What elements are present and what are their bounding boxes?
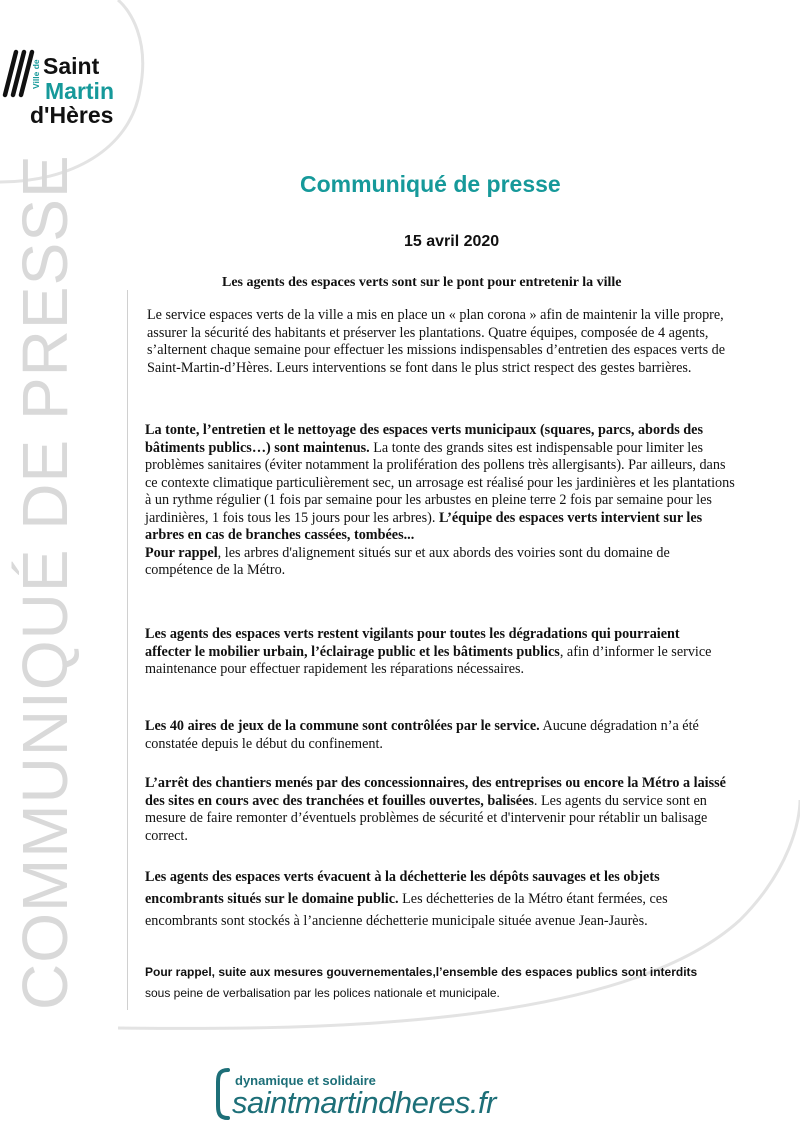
divider bbox=[127, 290, 128, 1010]
paragraph-text: . Les agents du service sont en mesure de faire remonter d’éventuels problèmes de sécurité et d'intervenir pour rétablir un balisage correct. bbox=[145, 792, 708, 844]
logo-line3: d'Hères bbox=[30, 102, 114, 128]
reminder-note bbox=[145, 962, 705, 1004]
paragraph-vigilance bbox=[145, 626, 725, 679]
logo-line2: Martin bbox=[45, 78, 114, 104]
logo-prefix: Ville de bbox=[31, 59, 41, 89]
footer-tagline: dynamique et solidaire bbox=[235, 1073, 376, 1088]
note-bold: Pour rappel, suite aux mesures gouvernementales,l’ensemble des espaces publics sont interdits bbox=[145, 965, 698, 979]
page-title: Communiqué de presse bbox=[300, 171, 561, 197]
note-text: sous peine de verbalisation par les polices nationale et municipale. bbox=[145, 986, 500, 1000]
paragraph-text: La tonte des grands sites est indispensable pour limiter les problèmes sanitaires (éviter notamment la prolifération des pollens très allergisants). Par ailleurs, dans ce contexte climatique particulièrement sec, un arrosage est réalisé pour les jardinières et les plantations à un rythme régulier (1 fois par semaine pour les arbustes en pleine terre 2 fois par semaine pour les jardinières, 1 fois tous les 15 jours pour les arbres). bbox=[145, 439, 735, 526]
paragraph-playgrounds bbox=[145, 718, 725, 753]
paragraph-bold: Les agents des espaces verts évacuent à la déchetterie les dépôts sauvages et les objets encombrants situés sur le domaine public. bbox=[145, 869, 660, 907]
logo-line1: Saint bbox=[43, 53, 100, 79]
subtitle: Les agents des espaces verts sont sur le pont pour entretenir la ville bbox=[222, 275, 622, 290]
release-date: 15 avril 2020 bbox=[404, 233, 500, 250]
paragraph-worksites bbox=[145, 775, 735, 845]
bracket-icon bbox=[215, 1068, 231, 1120]
paragraph-maintenance bbox=[145, 422, 735, 580]
paragraph-text: , les arbres d'alignement situés sur et aux abords des voiries sont du domaine de compétence de la Métro. bbox=[145, 544, 670, 578]
paragraph-text: Aucune dégradation n’a été constatée depuis le début du confinement. bbox=[145, 718, 699, 752]
footer bbox=[215, 1065, 545, 1125]
paragraph-bold: Les agents des espaces verts restent vigilants pour toutes les dégradations qui pourraient affecter le mobilier urbain, l’éclairage public et les bâtiments publics bbox=[145, 626, 680, 660]
website-link[interactable]: saintmartindheres.fr bbox=[232, 1085, 496, 1120]
paragraph-waste bbox=[145, 866, 725, 932]
paragraph-text: Le service espaces verts de la ville a mis en place un « plan corona » afin de maintenir la ville propre, assurer la sécurité des habitants et préserver les plantations. Quatre équipes, composée de 4 agents, s’alternent chaque semaine pour effectuer les missions indispensables d’entretien des espaces verts de Saint-Martin-d’Hères. Leurs interventions se font dans le plus strict respect des gestes barrières. bbox=[147, 307, 726, 376]
paragraph-bold: Pour rappel bbox=[145, 544, 218, 561]
paragraph-bold: L’équipe des espaces verts intervient sur les arbres en cas de branches cassées, tombées... bbox=[145, 509, 703, 543]
paragraph-bold: L’arrêt des chantiers menés par des concessionnaires, des entreprises ou encore la Métro a laissé des sites en cours avec des tranchées et fouilles ouvertes, balisées bbox=[145, 775, 726, 809]
paragraph-intro bbox=[147, 307, 732, 377]
paragraph-text: Les déchetteries de la Métro étant fermées, ces encombrants sont stockés à l’ancienne déchetterie municipale située avenue Jean-Jaurès. bbox=[145, 891, 668, 929]
paragraph-bold: Les 40 aires de jeux de la commune sont contrôlées par le service. bbox=[145, 718, 540, 734]
paragraph-bold: La tonte, l’entretien et le nettoyage des espaces verts municipaux (squares, parcs, abords des bâtiments publics…) sont maintenus. bbox=[145, 422, 704, 456]
side-banner: COMMUNIQUÉ DE PRESSE bbox=[9, 154, 81, 1010]
paragraph-text: , afin d’informer le service maintenance pour effectuer rapidement les réparations nécessaires. bbox=[145, 643, 712, 677]
